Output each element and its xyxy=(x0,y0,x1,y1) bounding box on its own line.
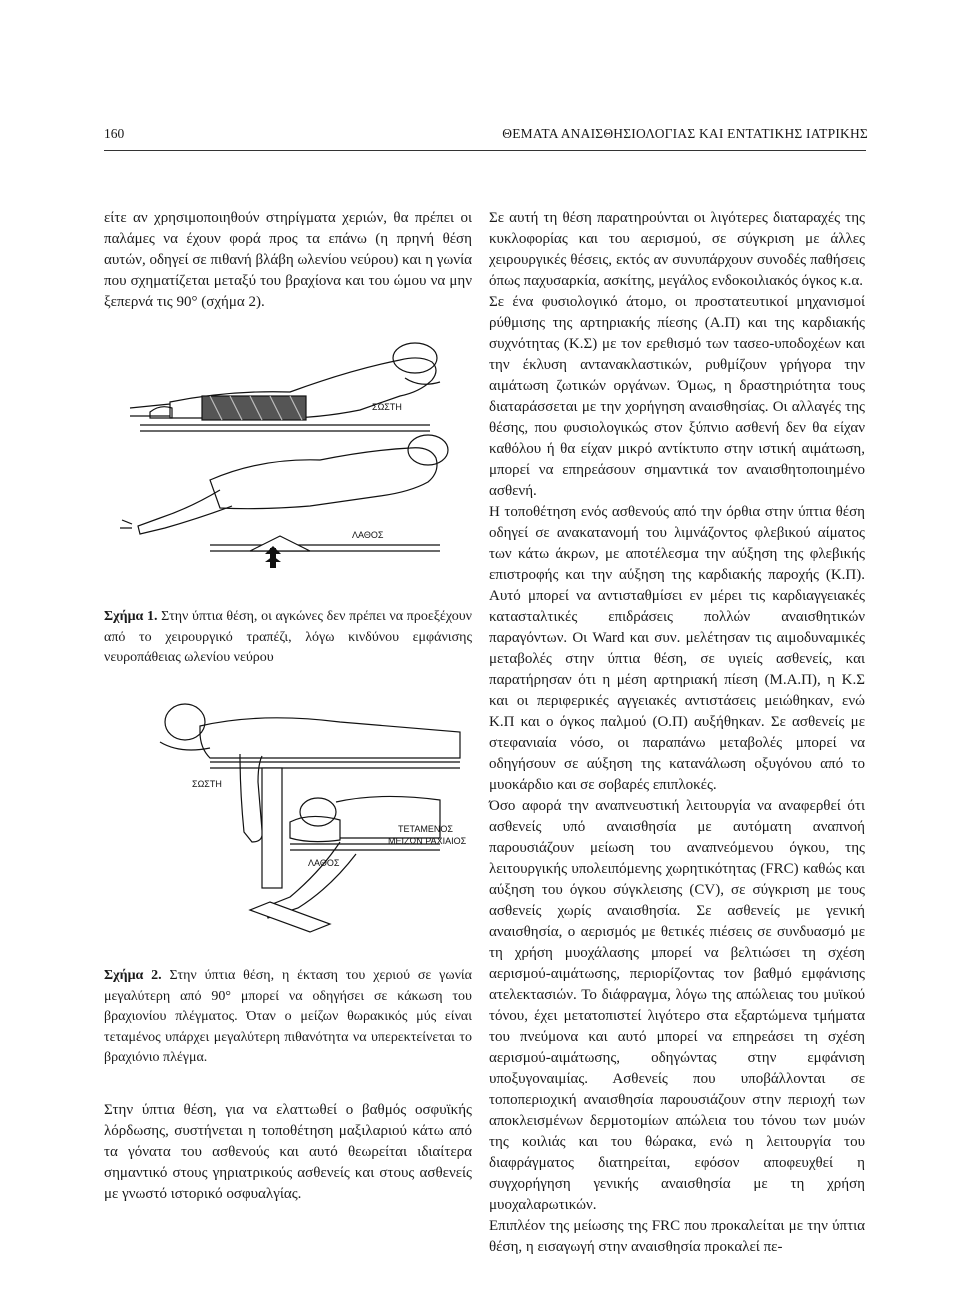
right-paragraph-3: Η τοποθέτηση ενός ασθενούς από την όρθια στην ύπτια θέση οδηγεί σε ανακατανομή του λιμνάζοντος φλεβικού αίματος των κάτω άκρων, με αποτέλεσμα την αύξηση της φλεβικής επιστροφής και την αύξηση της καρδιακής παροχής (Κ.Π). Αυτό μπορεί να αντισταθμίσει εν μέρει τις καρδιαγγειακές κατασταλτικές επιδράσεις πολλών αναισθητικών παραγόντων. Οι Ward και συν. μελέτησαν τις αιμοδυναμικές μεταβολές στην ύπτια θέση, σε υγιείς ασθενείς, και παρατήρησαν ότι η μέση αρτηριακή πίεση (Μ.Α.Π), η Κ.Σ και οι περιφερικές αγγειακές αντιστάσεις μειώθηκαν, ενώ Κ.Π και ο όγκος παλμού (Ο.Π) αυξήθηκαν. Σε ασθενείς με στεφανιαία νόσο, οι παραπάνω μεταβολές μπορεί να οδηγήσουν σε αύξηση της κατανάλωση οξυγόνου από το μυοκάρδιο και σε σοβαρές επιπλοκές. xyxy=(489,504,865,793)
figure-2-caption-label: Σχήμα 2. xyxy=(104,968,162,983)
running-title: ΘΕΜΑΤΑ ΑΝΑΙΣΘΗΣΙΟΛΟΓΙΑΣ ΚΑΙ ΕΝΤΑΤΙΚΗΣ ΙΑΤΡΙΚΗΣ xyxy=(502,126,868,141)
figure-1-caption-label: Σχήμα 1. xyxy=(104,609,158,624)
figure-2-caption-text: Στην ύπτια θέση, η έκταση του χεριού σε γωνία μεγαλύτερη από 90° μπορεί να οδηγήσει σε κάκωση του βραχιονίου πλέγματος. Όταν ο μείζων θωρακικός μύς είναι τεταμένος υπάρχει μεγαλύτερη πιθανότητα να υπερεκτείνεται το βραχιόνιο πλέγμα. xyxy=(104,968,472,1065)
right-column xyxy=(489,208,865,1258)
left-column-intro xyxy=(104,208,472,313)
figure-2-label-correct: ΣΩΣΤΗ xyxy=(192,779,222,789)
figure-1-label-wrong: ΛΑΘΟΣ xyxy=(352,530,384,540)
figure-2-label-stretched-1: ΤΕΤΑΜΕΝΟΣ xyxy=(398,824,453,834)
page-number: 160 xyxy=(104,126,125,141)
left-column-bottom xyxy=(104,1100,472,1205)
figure-2-label-wrong: ΛΑΘΟΣ xyxy=(308,858,340,868)
lordosis-paragraph: Στην ύπτια θέση, για να ελαττωθεί ο βαθμός οσφυϊκής λόρδωσης, συστήνεται η τοποθέτηση μαξιλαριού κάτω από τα γόνατα του ασθενούς και αυτό θεωρείται ιδιαίτερα σημαντικό στους γηριατρικούς ασθενείς και στους ασθενείς με γνωστό ιστορικό οσφυαλγίας. xyxy=(104,1102,472,1202)
figure-1-caption xyxy=(104,607,472,669)
running-header xyxy=(104,122,870,146)
header-rule xyxy=(104,150,866,151)
right-paragraph-4: Όσο αφορά την αναπνευστική λειτουργία να αναφερθεί ότι ασθενείς υπό αναισθησία με αυτόματη αναπνοή παρουσιάζουν μείωση του αναπνεόμενου όγκου, της λειτουργικής υπολειπόμενης χωρητικότητας (FRC) καθώς και αύξηση του όγκου σύγκλεισης (CV), σε σύγκριση με τους ασθενείς χωρίς αναισθησία. Σε ασθενείς με γενική αναισθησία, ο αερισμός με θετικές πιέσεις σε συνδυασμό με τη χρήση μυοχάλασης μπορεί να βελτιώσει τη σχέση αερισμού-αιμάτωσης, περιορίζοντας τον βαθμό εμφάνισης ατελεκτασιών. Το διάφραγμα, λόγω της απώλειας του μυϊκού τόνου, έχει μετατοπιστεί λιγότερο στα εξαρτώμενα τμήματα του πνεύμονα και αυτό μπορεί να επηρεάσει τη σχέση αερισμού-αιμάτωσης, οδηγώντας στην εμφάνιση υποξυγοναιμίας. Ασθενείς που υποβάλλονται σε τοποπεριοχική αναισθησία παρουσιάζουν στην περιοχή των αποκλεισμένων δερμοτομίων απώλεια του τόνου των μυών της κοιλιάς και του θώρακα, ενώ η λειτουργία του διαφράγματος διατηρείται, εφόσον αποφευχθεί η συγχορήγηση γενικής αναισθησία με τη χρήση μυοχαλαρωτικών. xyxy=(489,798,865,1213)
figure-2-illustration xyxy=(140,692,470,942)
figure-1-caption-text: Στην ύπτια θέση, οι αγκώνες δεν πρέπει να προεξέχουν από το χειρουργικό τραπέζι, λόγω κινδύνου εμφάνισης νευροπάθειας ωλενίου νεύρου xyxy=(104,609,472,665)
right-paragraph-2: Σε ένα φυσιολογικό άτομο, οι προστατευτικοί μηχανισμοί ρύθμισης της αρτηριακής πίεσης (Α.Π) και της καρδιακής συχνότητας (Κ.Σ) με τον ερεθισμό των τασεο-υποδοχέων και την έκλυση αντανακλαστικών, ρυθμίζουν γρήγορα την αιμάτωση ζωτικών οργάνων. Όμως, η δραστηριότητα τους διαταράσσεται με την χορήγηση αναισθησίας. Οι αλλαγές της θέσης, που φυσιολογικώς στον ξύπνιο ασθενή δεν θα είχαν καθόλου ή θα είχαν μικρό αντίκτυπο στην ιστική αιμάτωση, μπορεί να επηρεάσουν σημαντικά τον αναισθητοποιημένο ασθενή. xyxy=(489,294,865,499)
figure-1-illustration xyxy=(110,330,470,575)
right-paragraph-5: Επιπλέον της μείωσης της FRC που προκαλείται με την ύπτια θέση, η εισαγωγή στην αναισθησία προκαλεί πε- xyxy=(489,1218,865,1255)
figure-1-correct-drawing xyxy=(130,343,440,431)
intro-paragraph: είτε αν χρησιμοποιηθούν στηρίγματα χεριών, θα πρέπει οι παλάμες να έχουν φορά προς τα επάνω (η πρηνή θέση αυτών, οδηγεί σε πιθανή βλάβη ωλενίου νεύρου) και η γωνία που σχηματίζεται μεταξύ του βραχίονα και του ώμου να μην ξεπερνά τις 90° (σχήμα 2). xyxy=(104,210,472,310)
right-paragraph-1: Σε αυτή τη θέση παρατηρούνται οι λιγότερες διαταραχές της κυκλοφορίας και του αερισμού, σε σύγκριση με άλλες χειρουργικές θέσεις, εκτός αν συνυπάρχουν συνοδές παθήσεις όπως παχυσαρκία, ασκίτης, μεγάλος ενδοκοιλιακός όγκος κ.α. xyxy=(489,210,865,289)
figure-2-caption xyxy=(104,966,472,1069)
figure-2-label-stretched-2: ΜΕΙΖΩΝ ΡΑΧΙΑΙΟΣ xyxy=(388,836,467,846)
figure-1-wrong-drawing xyxy=(120,435,448,551)
figure-1-label-correct: ΣΩΣΤΗ xyxy=(372,402,402,412)
